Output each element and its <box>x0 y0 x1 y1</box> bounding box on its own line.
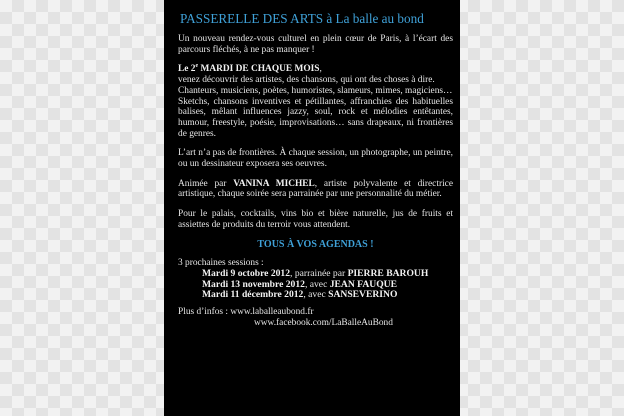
title-venue: à La balle au bond <box>323 11 424 26</box>
session-guest: SANSEVERINO <box>328 289 398 301</box>
session-mid: , avec <box>304 278 330 290</box>
more-info <box>178 307 453 329</box>
website-link: www.laballeaubond.fr <box>230 306 314 317</box>
sessions-intro: 3 prochaines sessions : <box>178 258 264 269</box>
agendas-heading: TOUS À VOS AGENDAS ! <box>257 238 374 250</box>
event-poster <box>164 0 460 416</box>
poster-title <box>180 11 453 27</box>
schedule-line-2: venez découvrir des artistes, des chansons, qui ont des choses à dire. <box>178 75 435 86</box>
schedule-lead-rest: , <box>319 64 322 75</box>
schedule-lead-sup: e <box>195 63 199 70</box>
schedule-paragraph <box>178 64 453 139</box>
intro-paragraph: Un nouveau rendez-vous culturel en plein cœur de Paris, à l’écart des parcours fléchés, à ne pas manquer ! <box>178 34 453 55</box>
session-guest: PIERRE BAROUH <box>347 267 429 279</box>
schedule-lead-bold: MARDI DE CHAQUE MOIS <box>198 64 320 75</box>
host-prefix: Animée par <box>178 178 234 189</box>
session-mid: , avec <box>303 289 329 301</box>
session-line <box>202 290 453 301</box>
session-mid: , parrainée par <box>290 267 348 279</box>
schedule-line-3: Chanteurs, musiciens, poètes, humoristes, slameurs, mimes, magiciens… <box>178 85 453 96</box>
host-rest: , artiste polyvalente et directrice artistique, chaque soirée sera parrainée par une personnalité du métier. <box>178 178 453 200</box>
host-name: VANINA MICHEL <box>233 178 315 189</box>
title-main: PASSERELLE DES ARTS <box>180 11 324 26</box>
facebook-link: www.facebook.com/LaBalleAuBond <box>254 317 393 328</box>
schedule-lead-prefix: Le 2 <box>178 64 196 75</box>
art-paragraph: L’art n’a pas de frontières. À chaque session, un photographe, un peintre, ou un dessinateur exposera ses oeuvres. <box>178 148 453 170</box>
schedule-line-4: Sketchs, chansons inventives et pétillantes, affranchies des habituelles balises, mêlant influences jazzy, soul, rock et mélodies entêtantes, humour, freestyle, poésie, improvisations… sans drapeaux, ni frontières de genres. <box>178 96 453 139</box>
session-date: Mardi 11 décembre 2012 <box>202 289 304 301</box>
session-guest: JEAN FAUQUE <box>329 278 397 290</box>
food-paragraph: Pour le palais, cocktails, vins bio et bière naturelle, jus de fruits et assiettes de produits du terroir vous attendent. <box>178 209 453 230</box>
more-info-label: Plus d’infos : <box>178 306 231 317</box>
host-paragraph <box>178 179 453 200</box>
session-date: Mardi 9 octobre 2012 <box>202 267 291 279</box>
session-date: Mardi 13 novembre 2012 <box>202 278 305 290</box>
